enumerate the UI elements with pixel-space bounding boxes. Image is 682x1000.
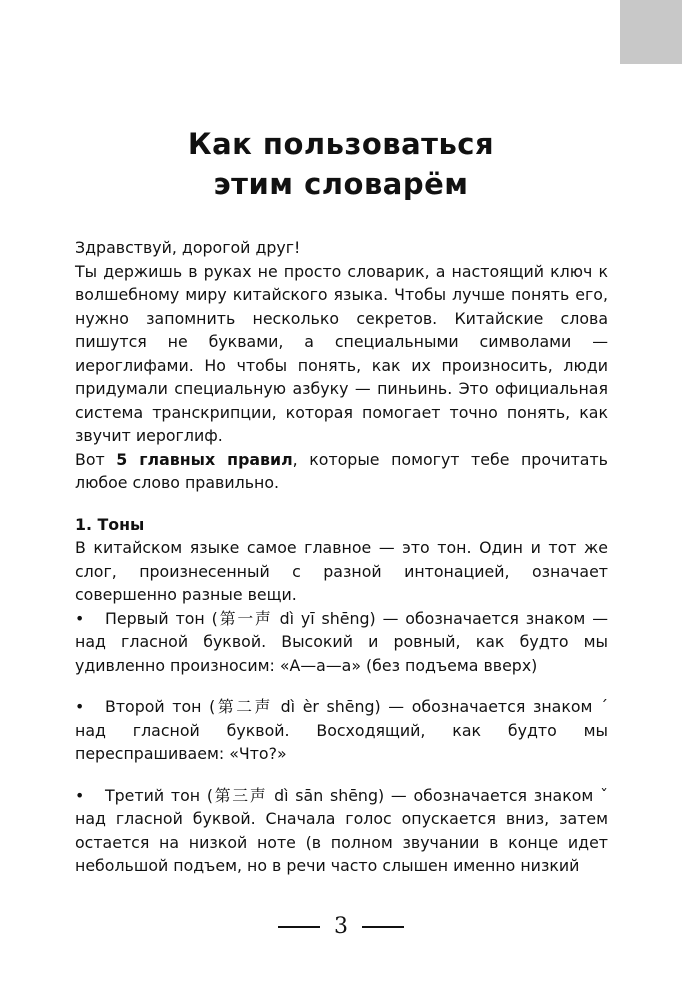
bullet-icon: • xyxy=(75,785,85,805)
intro-paragraph: Ты держишь в руках не просто словарик, а настоящий ключ к волшебному миру китайского языка. Чтобы лучше понять его, нужно запомнить несколько секретов. Китайские слова пишутся не буквами, а специальными символами — иероглифами. Но чтобы понять, как их произносить, люди придумали специальную азбуку — пиньинь. Это официальная система транскрипции, которая помогает точно понять, как звучит иероглиф. xyxy=(75,261,608,445)
greeting: Здравствуй, дорогой друг! xyxy=(75,238,301,257)
tone-3-item xyxy=(75,784,608,878)
rules-text-before: Вот xyxy=(75,449,117,469)
rules-paragraph xyxy=(75,448,608,495)
corner-tab xyxy=(620,0,682,64)
tone-3-text: Третий тон (第三声 dì sān shēng) — обозначается знаком ˇ над гласной буквой. Сначала голос опускается вниз, затем остается на низкой ноте (в полном звучании в конце идет небольшой подъем, но в речи часто слышен именно низкий xyxy=(75,785,608,875)
title-line-1: Как пользоваться xyxy=(187,127,495,161)
page-title xyxy=(0,124,682,204)
rules-count: 5 главных правил xyxy=(116,449,293,469)
tone-2-item xyxy=(75,695,608,766)
tone-2-text: Второй тон (第二声 dì èr shēng) — обозначается знаком ´ над гласной буквой. Восходящий, как будто мы переспрашиваем: «Что?» xyxy=(75,697,608,763)
bullet-icon: • xyxy=(75,608,85,628)
footer-rule-left xyxy=(278,926,320,928)
title-line-2: этим словарём xyxy=(213,167,469,201)
tone-1-text: Первый тон (第一声 dì yī shēng) — обозначается знаком — над гласной буквой. Высокий и ровный, как будто мы удивленно произносим: «А—а—а» (без подъема вверх) xyxy=(75,608,608,675)
tone-1-item xyxy=(75,607,608,678)
page-content xyxy=(75,236,608,878)
footer-rule-right xyxy=(362,926,404,928)
page-number: 3 xyxy=(334,914,348,939)
bullet-icon: • xyxy=(75,697,85,716)
section-heading: 1. Тоны xyxy=(75,514,145,534)
section-text: В китайском языке самое главное — это тон. Один и тот же слог, произнесенный с разной интонацией, означает совершенно разные вещи. xyxy=(75,538,608,604)
page-footer xyxy=(0,914,682,939)
rules-text-after: , которые помогут тебе прочитать любое слово правильно. xyxy=(75,449,608,492)
